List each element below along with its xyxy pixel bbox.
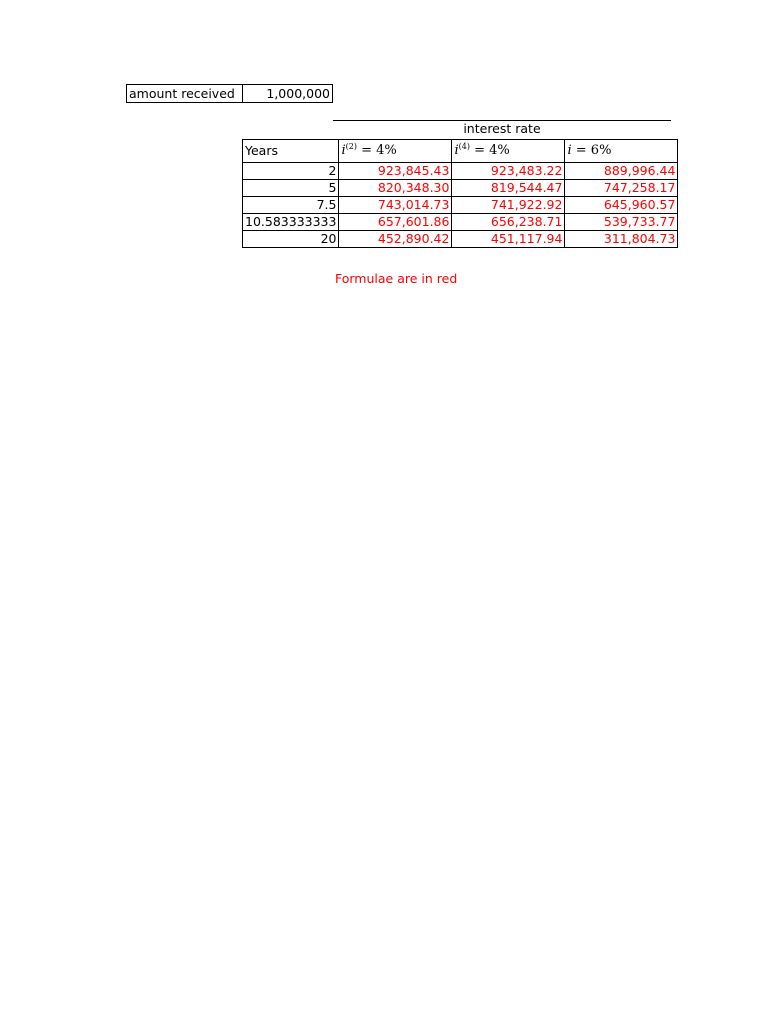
table-header-row bbox=[243, 140, 678, 163]
table-row bbox=[243, 231, 678, 248]
value-cell[interactable]: 820,348.30 bbox=[339, 180, 452, 197]
rate-header-3-var: i bbox=[567, 143, 572, 158]
formulae-footnote[interactable]: Formulae are in red bbox=[335, 271, 458, 286]
years-header[interactable]: Years bbox=[243, 140, 339, 163]
rate-header-3[interactable] bbox=[565, 140, 678, 163]
years-cell[interactable]: 7.5 bbox=[243, 197, 339, 214]
value-cell[interactable]: 743,014.73 bbox=[339, 197, 452, 214]
rate-header-1-rest: = 4% bbox=[356, 143, 397, 158]
amount-received-label[interactable]: amount received bbox=[126, 84, 243, 103]
table-row bbox=[243, 197, 678, 214]
interest-rate-header[interactable]: interest rate bbox=[463, 121, 541, 136]
rate-header-2-rest: = 4% bbox=[469, 143, 510, 158]
years-cell[interactable]: 2 bbox=[243, 163, 339, 180]
rate-header-1[interactable] bbox=[339, 140, 452, 163]
value-cell[interactable]: 923,483.22 bbox=[452, 163, 565, 180]
table-row bbox=[243, 180, 678, 197]
years-cell[interactable]: 10.583333333 bbox=[243, 214, 339, 231]
value-cell[interactable]: 747,258.17 bbox=[565, 180, 678, 197]
value-cell[interactable]: 645,960.57 bbox=[565, 197, 678, 214]
years-cell[interactable]: 20 bbox=[243, 231, 339, 248]
rate-header-2-var: i bbox=[454, 143, 459, 158]
rate-header-2-sup: (4) bbox=[458, 142, 470, 151]
value-cell[interactable]: 539,733.77 bbox=[565, 214, 678, 231]
value-cell[interactable]: 452,890.42 bbox=[339, 231, 452, 248]
rate-header-1-var: i bbox=[341, 143, 346, 158]
value-cell[interactable]: 451,117.94 bbox=[452, 231, 565, 248]
table-row bbox=[243, 163, 678, 180]
value-cell[interactable]: 311,804.73 bbox=[565, 231, 678, 248]
value-cell[interactable]: 656,238.71 bbox=[452, 214, 565, 231]
value-cell[interactable]: 923,845.43 bbox=[339, 163, 452, 180]
years-cell[interactable]: 5 bbox=[243, 180, 339, 197]
value-cell[interactable]: 819,544.47 bbox=[452, 180, 565, 197]
present-value-table bbox=[242, 139, 678, 248]
value-cell[interactable]: 657,601.86 bbox=[339, 214, 452, 231]
table-row bbox=[243, 214, 678, 231]
value-cell[interactable]: 741,922.92 bbox=[452, 197, 565, 214]
value-cell[interactable]: 889,996.44 bbox=[565, 163, 678, 180]
rate-header-2[interactable] bbox=[452, 140, 565, 163]
amount-received-value[interactable]: 1,000,000 bbox=[242, 84, 333, 103]
rate-header-3-rest: = 6% bbox=[571, 143, 612, 158]
rate-header-1-sup: (2) bbox=[345, 142, 357, 151]
